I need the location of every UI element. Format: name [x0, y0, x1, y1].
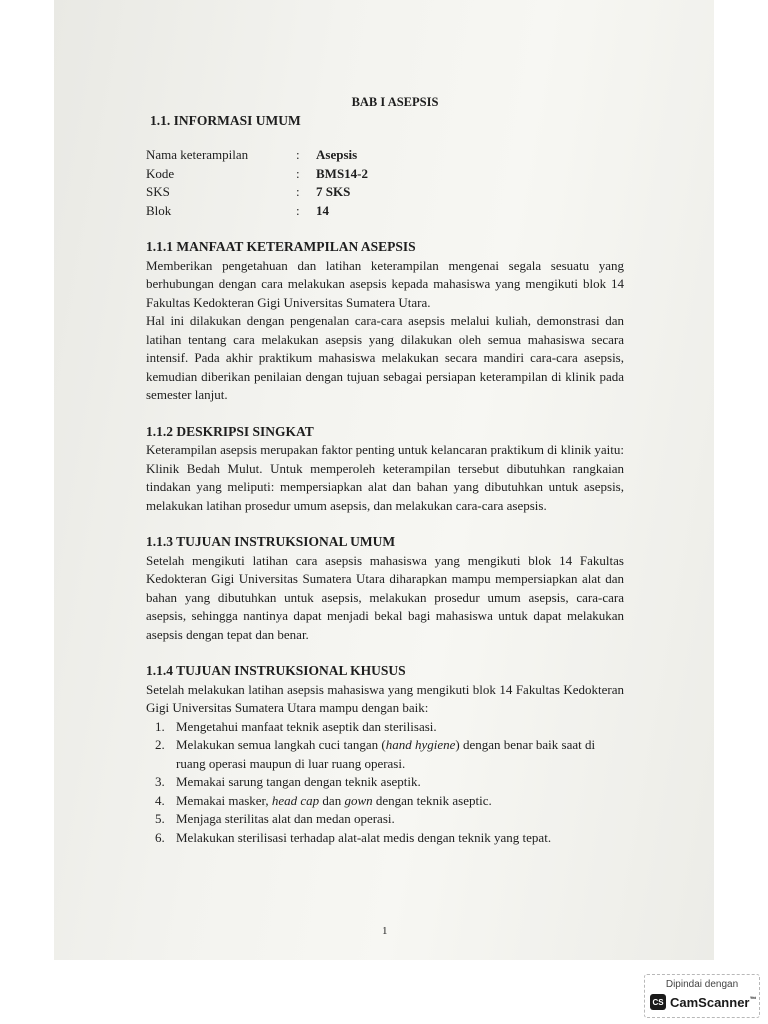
info-separator: :	[296, 202, 300, 218]
info-value: BMS14-2	[316, 165, 368, 181]
section-tik	[146, 662, 624, 847]
info-separator: :	[296, 165, 300, 181]
section-heading: 1.1.1 MANFAAT KETERAMPILAN ASEPSIS	[146, 239, 416, 254]
info-row	[146, 202, 368, 221]
list-item-text: Memakai sarung tangan dengan teknik aseptik.	[176, 774, 421, 789]
paragraph: Setelah melakukan latihan asepsis mahasiswa yang mengikuti blok 14 Fakultas Kedokteran Gigi Universitas Sumatera Utara mampu dengan baik:	[146, 681, 624, 715]
info-table	[146, 146, 368, 220]
emphasis-text: gown	[344, 792, 373, 808]
paragraph: Setelah mengikuti latihan cara asepsis mahasiswa yang mengikuti blok 14 Fakultas Kedokteran Gigi Universitas Sumatera Utara diharapkan mampu mempersiapkan alat dan bahan yang dibutuhkan untuk asepsis, melakukan prosedur umum asepsis, cara-cara asepsis, sehingga nantinya dapat menjadi bekal bagi mahasiswa untuk dapat melakukan asepsis dengan tepat dan benar.	[146, 552, 624, 642]
info-label: Nama keterampilan	[146, 147, 249, 162]
section-heading: 1.1.3 TUJUAN INSTRUKSIONAL UMUM	[146, 534, 396, 549]
camscanner-logo-icon: CS	[650, 994, 666, 1010]
page-number: 1	[382, 925, 388, 937]
list-item-text: Melakukan semua langkah cuci tangan (	[176, 737, 386, 752]
list-item	[168, 718, 624, 737]
list-item-text: Menjaga sterilitas alat dan medan operasi.	[176, 811, 395, 826]
list-item	[168, 736, 624, 773]
info-value: 7 SKS	[316, 184, 351, 199]
chapter-title: BAB I ASEPSIS	[351, 95, 439, 109]
list-item-text: Memakai masker,	[176, 792, 272, 808]
scanned-page	[54, 0, 714, 960]
paragraph: Keterampilan asepsis merupakan faktor penting untuk kelancaran praktikum di klinik yaitu: Klinik Bedah Mulut. Untuk memperoleh keterampilan tersebut dibutuhkan rangkaian tindakan yang meliputi: mempersiapkan alat dan bahan yang dibutuhkan untuk asepsis, melakukan latihan prosedur umum asepsis, dan melakukan cara-cara asepsis.	[146, 442, 624, 513]
info-row	[146, 146, 368, 165]
info-separator: :	[296, 184, 300, 199]
list-item-text: dengan teknik aseptic.	[372, 792, 492, 808]
info-row	[146, 165, 368, 184]
info-value: Asepsis	[316, 147, 358, 162]
section-heading: 1.1.2 DESKRIPSI SINGKAT	[146, 423, 314, 439]
info-label: Blok	[146, 202, 172, 218]
camscanner-brand	[650, 994, 756, 1010]
section-deskripsi	[146, 423, 624, 516]
camscanner-name	[670, 995, 756, 1010]
trademark-mark: ™	[749, 996, 757, 1004]
list-item	[168, 792, 624, 811]
list-item-text: Melakukan sterilisasi terhadap alat-alat medis dengan teknik yang tepat.	[176, 829, 552, 845]
scanned-with-text: Dipindai dengan	[665, 979, 739, 990]
list-item-text: ) dengan benar baik saat di ruang operasi maupun di luar ruang operasi.	[176, 737, 596, 771]
section-title: 1.1. INFORMASI UMUM	[150, 112, 301, 128]
list-item-text: dan	[319, 792, 345, 808]
info-row	[146, 183, 368, 202]
camscanner-badge	[644, 974, 760, 1018]
list-item	[168, 810, 624, 829]
objectives-list	[146, 718, 624, 848]
section-manfaat	[146, 238, 624, 405]
info-label: SKS	[146, 184, 170, 199]
section-tiu	[146, 533, 624, 644]
info-separator: :	[296, 147, 300, 162]
info-value: 14	[316, 202, 329, 218]
emphasis-text: hand hygiene	[385, 737, 456, 752]
paragraph: Memberikan pengetahuan dan latihan keterampilan mengenai segala sesuatu yang berhubungan dengan cara melakukan asepsis kepada mahasiswa yang mengikuti blok 14 Fakultas Kedokteran Gigi Universitas Sumatera Utara.	[146, 257, 624, 310]
document-body	[146, 93, 624, 865]
emphasis-text: head cap	[271, 792, 320, 808]
section-heading: 1.1.4 TUJUAN INSTRUKSIONAL KHUSUS	[146, 663, 406, 678]
brand-text: CamScanner	[670, 994, 750, 1010]
list-item-text: Mengetahui manfaat teknik aseptik dan sterilisasi.	[176, 718, 437, 734]
list-item	[168, 773, 624, 792]
list-item	[168, 829, 624, 848]
paragraph: Hal ini dilakukan dengan pengenalan cara-cara asepsis melalui kuliah, demonstrasi dan latihan tentang cara melakukan asepsis yang dilakukan oleh semua mahasiswa secara intensif. Pada akhir praktikum mahasiswa melakukan secara mandiri cara-cara asepsis, kemudian diberikan penilaian dengan tujuan sebagai persiapan keterampilan di klinik pada semester lanjut.	[146, 313, 624, 402]
info-label: Kode	[146, 165, 175, 181]
